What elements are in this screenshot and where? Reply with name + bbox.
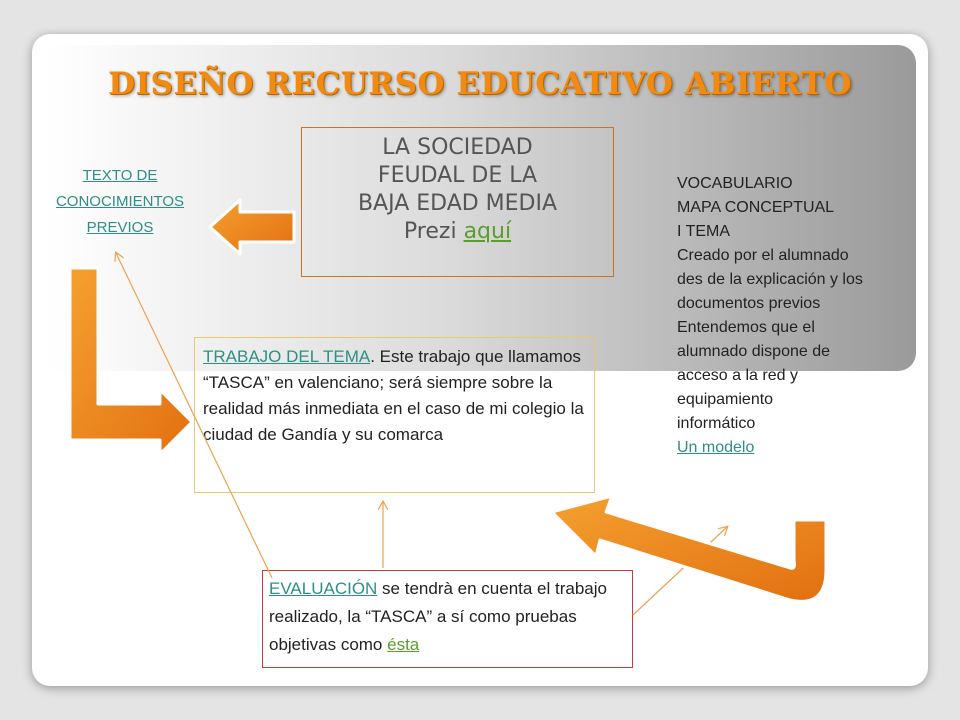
prior-knowledge-link-line-3[interactable]: PREVIOS [86,219,154,236]
model-link[interactable]: Un modelo [677,439,755,456]
vocabulary-line: informático [677,415,756,432]
main-topic-line-3: BAJA EDAD MEDIA [357,191,558,216]
main-topic-line-1: LA SOCIEDAD [382,135,533,160]
work-link[interactable]: TRABAJO DEL TEMA [203,347,371,366]
vocabulary-line: VOCABULARIO [677,175,793,192]
vocabulary-line: documentos previos [677,295,821,312]
vocabulary-line: MAPA CONCEPTUAL [677,199,835,216]
vocabulary-line: Entendemos que el [677,319,815,336]
evaluation-link[interactable]: EVALUACIÓN [269,579,378,598]
evaluation-text: se tendrà en cuenta el trabajo realizado, la “TASCA” a sí como pruebas objetivas como [269,579,607,654]
prior-knowledge-link-line-2[interactable]: CONOCIMIENTOS [55,193,185,210]
vocabulary-line: I TEMA [677,223,731,240]
left-arrow-icon [210,200,294,254]
vocabulary-line: acceso a la red y [677,367,798,384]
l-shaped-arrow-icon [70,268,192,454]
vocabulary-line: alumnado dispone de [677,343,831,360]
slide-title: DISEÑO RECURSO EDUCATIVO ABIERTO [108,66,852,102]
main-topic-line-2: FEUDAL DE LA [377,163,538,188]
work-text: . Este trabajo que llamamos “TASCA” en valenciano; será siempre sobre la realidad más inmediata en el caso de mi colegio la ciudad de Gandía y su comarca [203,347,584,444]
vocabulary-line: des de la explicación y los [677,271,863,288]
prezi-label: Prezi [403,219,464,244]
u-turn-arrow-icon [552,496,826,601]
test-link[interactable]: ésta [387,635,420,654]
vocabulary-line: Creado por el alumnado [677,247,849,264]
prezi-link[interactable]: aquí [463,219,512,244]
prior-knowledge-link-line-1[interactable]: TEXTO DE [82,167,158,184]
vocabulary-line: equipamiento [677,391,774,408]
